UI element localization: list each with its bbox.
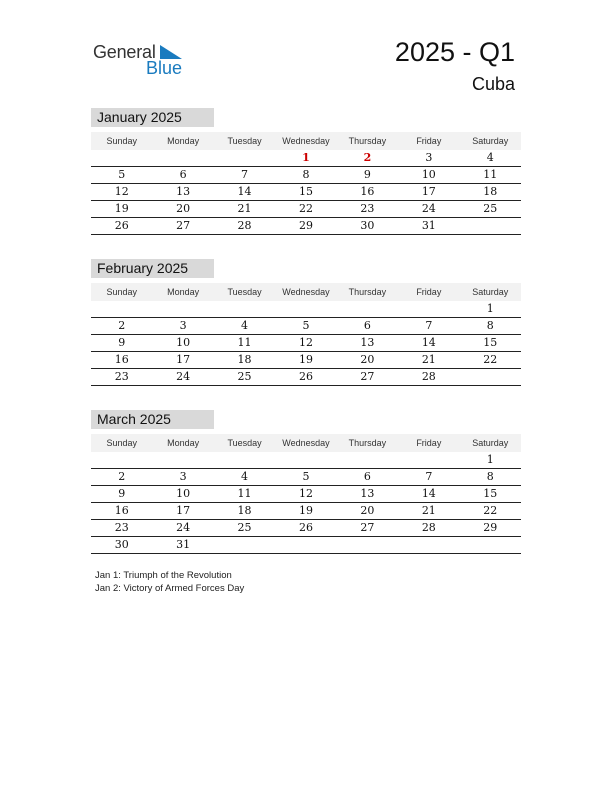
day-cell: 6	[179, 168, 187, 181]
day-cell: 18	[483, 185, 498, 198]
week-row	[91, 167, 521, 184]
day-cell: 18	[237, 353, 252, 366]
weekday-header: Wednesday	[282, 438, 330, 448]
day-cell: 4	[241, 470, 249, 483]
weekday-header: Monday	[167, 136, 200, 146]
day-cell: 20	[360, 504, 375, 517]
logo-triangle-icon	[160, 45, 182, 59]
month-calendar	[91, 259, 521, 386]
day-cell: 11	[483, 168, 498, 181]
day-cell: 24	[421, 202, 436, 215]
day-cell: 22	[483, 353, 498, 366]
logo-general-text: General	[93, 42, 156, 62]
day-cell: 5	[302, 319, 310, 332]
weekday-header: Sunday	[106, 136, 137, 146]
day-cell: 21	[421, 504, 436, 517]
day-cell: 9	[363, 168, 371, 181]
day-cell: 28	[237, 219, 252, 232]
day-cell: 13	[360, 336, 375, 349]
logo	[93, 40, 193, 80]
day-cell: 26	[298, 370, 313, 383]
day-cell: 5	[302, 470, 310, 483]
day-cell	[91, 452, 152, 468]
week-row	[91, 184, 521, 201]
weekday-header: Saturday	[472, 136, 509, 146]
weekday-header: Tuesday	[227, 287, 262, 297]
day-cell: 17	[176, 353, 191, 366]
day-cell: 11	[237, 336, 252, 349]
day-cell: 10	[421, 168, 436, 181]
day-cell: 21	[421, 353, 436, 366]
day-cell: 29	[298, 219, 313, 232]
week-row	[91, 218, 521, 235]
day-cell: 4	[486, 151, 494, 164]
weekday-header: Sunday	[106, 287, 137, 297]
country-name: Cuba	[471, 74, 515, 94]
day-cell: 13	[176, 185, 191, 198]
day-cell	[275, 301, 336, 317]
weekday-header: Monday	[167, 287, 200, 297]
day-cell: 7	[425, 470, 433, 483]
weekday-header: Thursday	[348, 287, 387, 297]
week-row	[91, 150, 521, 167]
day-cell: 13	[360, 487, 375, 500]
weekday-header-row	[91, 434, 521, 452]
day-cell: 25	[237, 521, 252, 534]
day-cell: 6	[363, 470, 371, 483]
day-cell: 8	[486, 470, 494, 483]
day-cell: 16	[114, 504, 129, 517]
day-cell: 10	[176, 336, 191, 349]
day-cell	[398, 301, 459, 317]
day-cell: 3	[179, 470, 187, 483]
day-cell: 2	[118, 319, 126, 332]
weekday-header: Friday	[416, 136, 442, 146]
week-row	[91, 352, 521, 369]
holiday-note: Jan 2: Victory of Armed Forces Day	[95, 583, 245, 594]
week-row	[91, 537, 521, 554]
day-cell: 17	[421, 185, 436, 198]
day-cell	[337, 301, 398, 317]
day-cell: 30	[360, 219, 375, 232]
weekday-header: Wednesday	[282, 136, 330, 146]
weekday-header-row	[91, 132, 521, 150]
day-cell: 9	[118, 487, 126, 500]
day-cell: 23	[114, 370, 129, 383]
month-label: February 2025	[91, 259, 214, 278]
day-cell: 14	[237, 185, 252, 198]
day-cell: 8	[302, 168, 310, 181]
weekday-header: Sunday	[106, 438, 137, 448]
day-cell: 28	[421, 370, 436, 383]
day-cell: 9	[118, 336, 126, 349]
week-row	[91, 503, 521, 520]
weekday-header: Saturday	[472, 438, 509, 448]
day-cell: 2	[363, 151, 372, 164]
month-label: March 2025	[91, 410, 214, 429]
day-cell: 4	[241, 319, 249, 332]
holiday-notes	[95, 569, 244, 595]
month-calendar	[91, 410, 521, 554]
day-cell	[460, 369, 521, 385]
week-row	[91, 520, 521, 537]
day-cell	[214, 452, 275, 468]
day-cell: 6	[363, 319, 371, 332]
day-cell: 14	[421, 336, 436, 349]
day-cell: 10	[176, 487, 191, 500]
day-cell: 22	[298, 202, 313, 215]
day-cell: 12	[298, 336, 313, 349]
day-cell: 15	[483, 487, 498, 500]
day-cell: 25	[237, 370, 252, 383]
day-cell	[152, 150, 213, 166]
day-cell: 29	[483, 521, 498, 534]
day-cell: 22	[483, 504, 498, 517]
weekday-header: Tuesday	[227, 136, 262, 146]
day-cell: 14	[421, 487, 436, 500]
day-cell: 31	[176, 538, 191, 551]
day-cell	[275, 537, 336, 553]
day-cell: 20	[360, 353, 375, 366]
weekday-header: Monday	[167, 438, 200, 448]
day-cell: 19	[298, 353, 313, 366]
day-cell	[152, 301, 213, 317]
weekday-header: Saturday	[472, 287, 509, 297]
weekday-header: Tuesday	[227, 438, 262, 448]
day-cell: 8	[486, 319, 494, 332]
logo-blue-text: Blue	[146, 58, 183, 78]
day-cell: 3	[179, 319, 187, 332]
day-cell	[275, 452, 336, 468]
day-cell: 1	[486, 302, 494, 315]
page-title: 2025 - Q1	[394, 37, 515, 67]
day-cell	[214, 537, 275, 553]
day-cell: 24	[176, 370, 191, 383]
day-cell	[337, 537, 398, 553]
day-cell: 19	[298, 504, 313, 517]
day-cell	[337, 452, 398, 468]
day-cell: 30	[114, 538, 129, 551]
day-cell: 20	[176, 202, 191, 215]
weekday-header: Thursday	[348, 136, 387, 146]
day-cell	[152, 452, 213, 468]
day-cell: 21	[237, 202, 252, 215]
day-cell: 27	[360, 521, 375, 534]
day-cell: 26	[114, 219, 129, 232]
day-cell: 19	[114, 202, 129, 215]
holiday-note: Jan 1: Triumph of the Revolution	[95, 570, 232, 581]
day-cell: 16	[114, 353, 129, 366]
day-cell	[91, 150, 152, 166]
weekday-header: Friday	[416, 438, 442, 448]
day-cell: 11	[237, 487, 252, 500]
month-label: January 2025	[91, 108, 214, 127]
day-cell: 16	[360, 185, 375, 198]
day-cell: 3	[425, 151, 433, 164]
day-cell: 12	[114, 185, 129, 198]
week-row	[91, 369, 521, 386]
day-cell	[398, 452, 459, 468]
day-cell	[91, 301, 152, 317]
day-cell: 15	[298, 185, 313, 198]
month-calendar	[91, 108, 521, 235]
day-cell: 27	[176, 219, 191, 232]
day-cell: 25	[483, 202, 498, 215]
day-cell: 15	[483, 336, 498, 349]
day-cell: 24	[176, 521, 191, 534]
day-cell: 26	[298, 521, 313, 534]
day-cell	[460, 537, 521, 553]
day-cell	[398, 537, 459, 553]
week-row	[91, 452, 521, 469]
weekday-header-row	[91, 283, 521, 301]
week-row	[91, 201, 521, 218]
week-row	[91, 318, 521, 335]
week-row	[91, 486, 521, 503]
day-cell	[460, 218, 521, 234]
day-cell: 5	[118, 168, 126, 181]
day-cell	[214, 150, 275, 166]
day-cell	[214, 301, 275, 317]
day-cell: 18	[237, 504, 252, 517]
day-cell: 23	[360, 202, 375, 215]
day-cell: 12	[298, 487, 313, 500]
day-cell: 17	[176, 504, 191, 517]
week-row	[91, 469, 521, 486]
day-cell: 23	[114, 521, 129, 534]
week-row	[91, 335, 521, 352]
week-row	[91, 301, 521, 318]
day-cell: 27	[360, 370, 375, 383]
weekday-header: Thursday	[348, 438, 387, 448]
day-cell: 1	[486, 453, 494, 466]
day-cell: 2	[118, 470, 126, 483]
weekday-header: Friday	[416, 287, 442, 297]
day-cell: 7	[241, 168, 249, 181]
day-cell: 1	[302, 151, 310, 164]
day-cell: 7	[425, 319, 433, 332]
day-cell: 28	[421, 521, 436, 534]
day-cell: 31	[421, 219, 436, 232]
weekday-header: Wednesday	[282, 287, 330, 297]
